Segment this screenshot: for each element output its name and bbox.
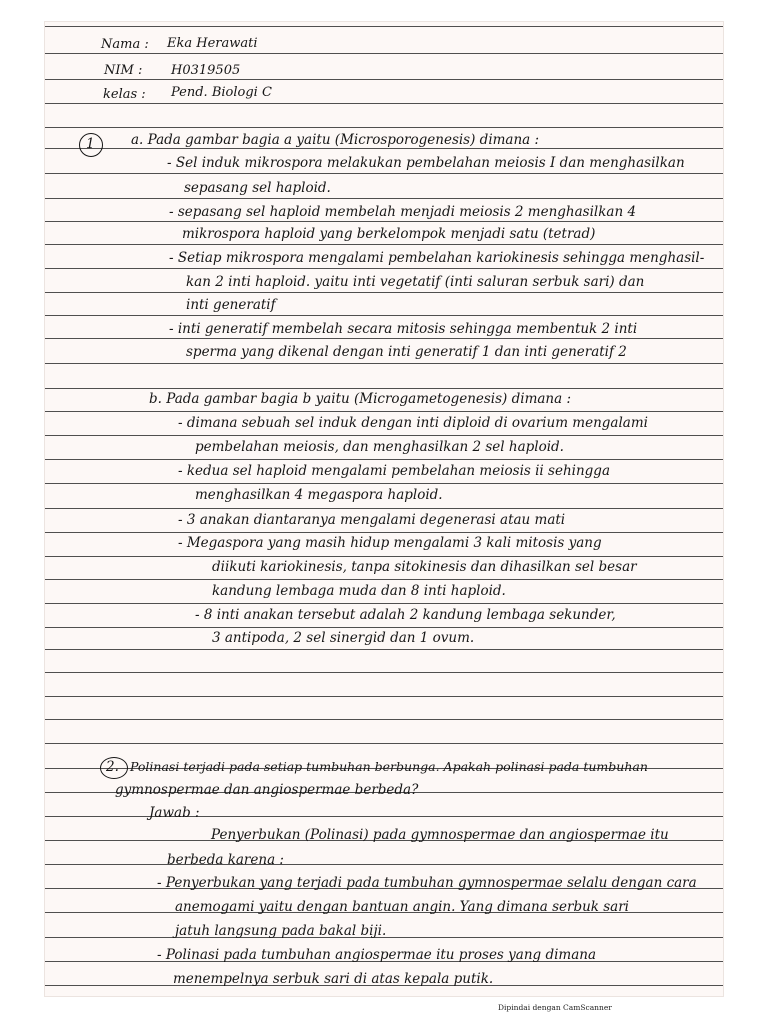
scanner-watermark: Dipindai dengan CamScanner: [498, 1003, 612, 1012]
q1a-line: sepasang sel haploid.: [184, 180, 331, 196]
q2-line: Polinasi terjadi pada setiap tumbuhan berbunga. Apakah polinasi pada tumbuhan: [130, 759, 648, 774]
q2-line: Penyerbukan (Polinasi) pada gymnospermae dan angiospermae itu: [211, 827, 669, 843]
notebook-page: [45, 22, 723, 996]
q1b-line: 3 antipoda, 2 sel sinergid dan 1 ovum.: [212, 630, 475, 646]
q2-line: menempelnya serbuk sari di atas kepala putik.: [173, 971, 494, 987]
q1b-line: - kedua sel haploid mengalami pembelahan meiosis ii sehingga: [178, 463, 610, 479]
q1b-line: - 8 inti anakan tersebut adalah 2 kandung lembaga sekunder,: [195, 607, 616, 623]
q1-number: 1: [86, 136, 95, 152]
q1a-line: sperma yang dikenal dengan inti generatif 1 dan inti generatif 2: [186, 344, 627, 360]
q1a-line: - Sel induk mikrospora melakukan pembelahan meiosis I dan menghasilkan: [167, 155, 685, 171]
q1b-line: b. Pada gambar bagia b yaitu (Microgametogenesis) dimana :: [149, 391, 572, 407]
q1b-line: - Megaspora yang masih hidup mengalami 3 kali mitosis yang: [178, 535, 602, 551]
q1a-line: - sepasang sel haploid membelah menjadi meiosis 2 menghasilkan 4: [169, 204, 637, 220]
q2-line: gymnospermae dan angiospermae berbeda?: [115, 782, 419, 798]
q2-line: jatuh langsung pada bakal biji.: [175, 923, 387, 939]
nim-value: H0319505: [171, 63, 241, 78]
q1b-line: kandung lembaga muda dan 8 inti haploid.: [212, 583, 506, 599]
nama-value: Eka Herawati: [167, 36, 258, 51]
q1a-line: - inti generatif membelah secara mitosis sehingga membentuk 2 inti: [169, 321, 638, 337]
kelas-label: kelas :: [103, 87, 146, 102]
q1b-line: menghasilkan 4 megaspora haploid.: [195, 487, 443, 503]
q2-line: berbeda karena :: [167, 852, 284, 868]
q2-line: - Penyerbukan yang terjadi pada tumbuhan gymnospermae selalu dengan cara: [157, 875, 697, 891]
q1b-line: - dimana sebuah sel induk dengan inti diploid di ovarium mengalami: [178, 415, 648, 431]
q1b-line: pembelahan meiosis, dan menghasilkan 2 sel haploid.: [195, 439, 564, 455]
q1a-line: - Setiap mikrospora mengalami pembelahan kariokinesis sehingga menghasil-: [169, 250, 705, 266]
q1b-line: - 3 anakan diantaranya mengalami degenerasi atau mati: [178, 512, 566, 528]
nim-label: NIM :: [104, 63, 143, 78]
kelas-value: Pend. Biologi C: [171, 85, 272, 100]
nama-label: Nama :: [101, 37, 149, 52]
q2-number: 2.: [106, 759, 119, 775]
q1a-line: mikrospora haploid yang berkelompok menjadi satu (tetrad): [182, 226, 596, 242]
q1b-line: diikuti kariokinesis, tanpa sitokinesis dan dihasilkan sel besar: [212, 559, 637, 575]
q2-line: - Polinasi pada tumbuhan angiospermae itu proses yang dimana: [157, 947, 597, 963]
q2-line: Jawab :: [149, 805, 200, 821]
q2-line: anemogami yaitu dengan bantuan angin. Yang dimana serbuk sari: [175, 899, 629, 915]
q1a-line: kan 2 inti haploid. yaitu inti vegetatif (inti saluran serbuk sari) dan: [186, 274, 645, 290]
q1a-line: a. Pada gambar bagia a yaitu (Microsporogenesis) dimana :: [131, 132, 540, 148]
q1a-line: inti generatif: [186, 297, 276, 313]
